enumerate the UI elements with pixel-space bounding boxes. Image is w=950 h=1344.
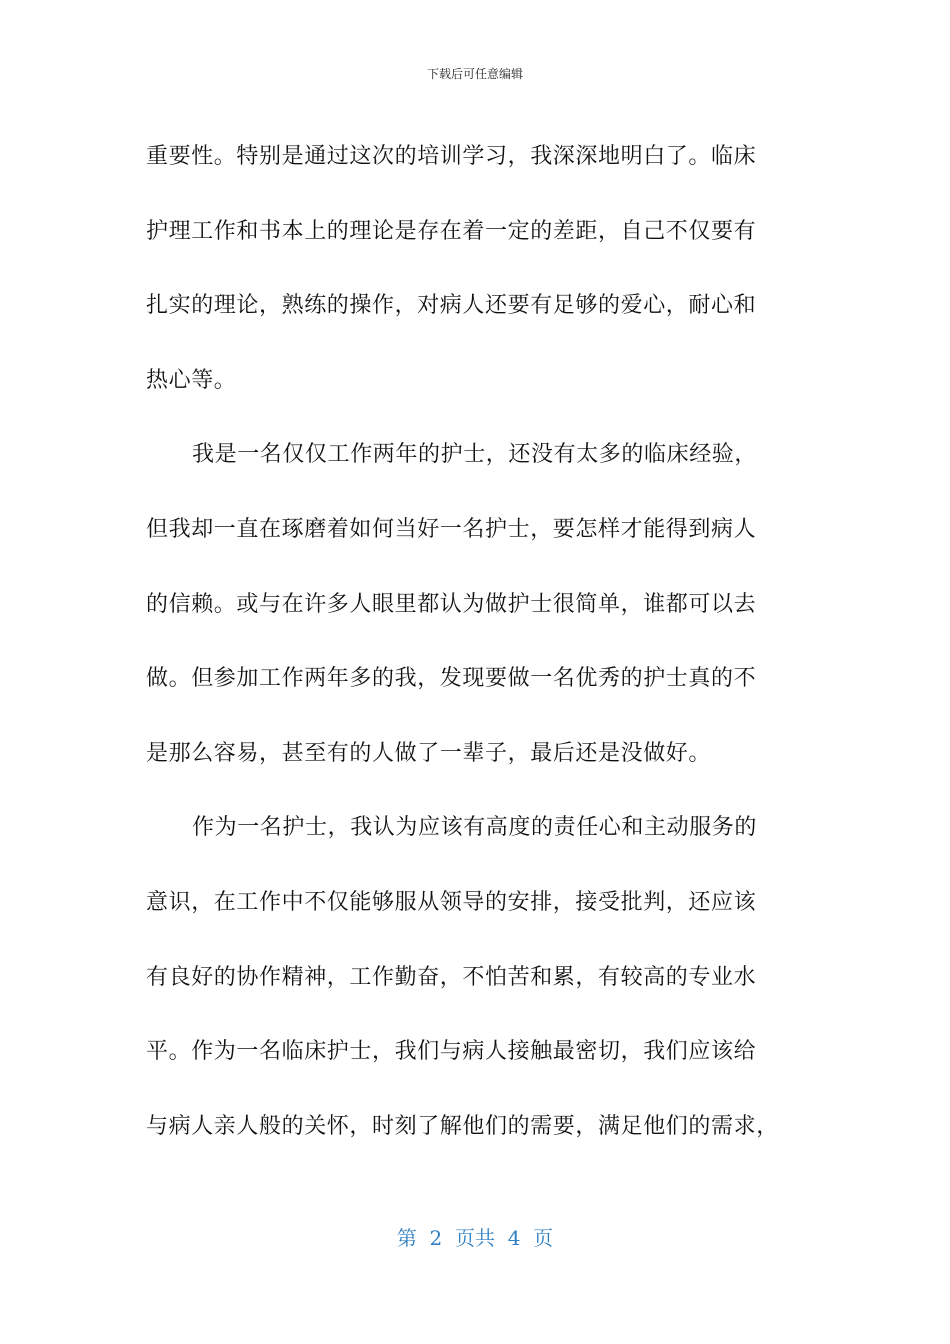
body-text — [146, 120, 794, 1164]
page-number-footer: 第 2 页共 4 页 — [396, 1226, 554, 1250]
text-line: 做。但参加工作两年多的我，发现要做一名优秀的护士真的不 — [146, 666, 757, 692]
text-line: 扎实的理论，熟练的操作，对病人还要有足够的爱心，耐心和 — [146, 293, 757, 319]
text-line-paragraph-start: 我是一名仅仅工作两年的护士，还没有太多的临床经验， — [192, 442, 758, 468]
text-line-paragraph-start: 作为一名护士，我认为应该有高度的责任心和主动服务的 — [192, 815, 758, 841]
header-note: 下载后可任意编辑 — [426, 67, 523, 81]
text-line: 但我却一直在琢磨着如何当好一名护士，要怎样才能得到病人 — [146, 516, 757, 542]
text-line: 平。作为一名临床护士，我们与病人接触最密切，我们应该给 — [146, 1039, 757, 1065]
text-line: 是那么容易，甚至有的人做了一辈子，最后还是没做好。 — [146, 740, 712, 766]
text-line: 有良好的协作精神，工作勤奋，不怕苦和累，有较高的专业水 — [146, 964, 757, 990]
text-line: 热心等。 — [146, 367, 237, 393]
text-line: 与病人亲人般的关怀，时刻了解他们的需要，满足他们的需求， — [146, 1113, 779, 1139]
text-line: 重要性。特别是通过这次的培训学习，我深深地明白了。临床 — [146, 144, 757, 169]
text-line: 的信赖。或与在许多人眼里都认为做护士很简单，谁都可以去 — [146, 591, 757, 617]
text-line: 护理工作和书本上的理论是存在着一定的差距，自己不仅要有 — [146, 218, 757, 244]
text-line: 意识，在工作中不仅能够服从领导的安排，接受批判，还应该 — [146, 889, 757, 915]
